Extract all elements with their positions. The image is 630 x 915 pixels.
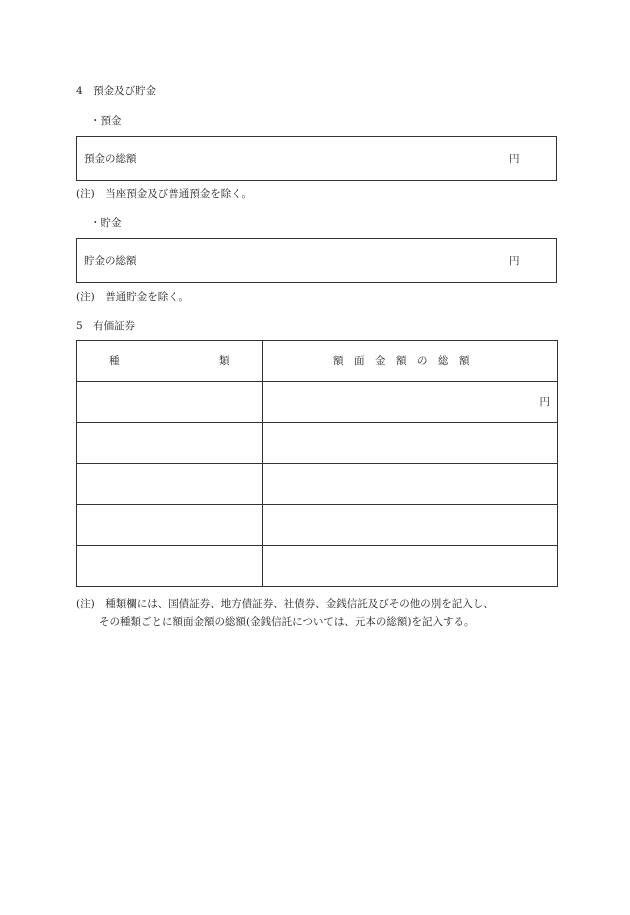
amount-cell[interactable]	[263, 505, 558, 546]
securities-table-header	[77, 341, 558, 382]
deposit-total-box[interactable]	[76, 136, 557, 181]
deposit-note: (注) 当座預金及び普通預金を除く。	[76, 188, 252, 200]
table-row	[77, 505, 558, 546]
amount-cell[interactable]	[263, 423, 558, 464]
section-5-heading: 5 有価証券	[76, 320, 136, 332]
type-cell[interactable]	[77, 505, 263, 546]
header-type-cell	[77, 341, 263, 382]
savings-total-unit: 円	[509, 255, 520, 267]
amount-unit: 円	[539, 395, 550, 408]
table-row	[77, 382, 558, 423]
amount-cell[interactable]	[263, 382, 558, 423]
deposit-total-label: 預金の総額	[84, 153, 137, 165]
deposit-subheading: ・預金	[90, 115, 122, 127]
header-amount: 額 面 金 額 の 総 額	[333, 355, 470, 367]
savings-subheading: ・貯金	[90, 217, 122, 229]
type-cell[interactable]	[77, 546, 263, 587]
securities-note-line2: その種類ごとに額面金額の総額(金銭信託については、元本の総額)を記入する。	[99, 616, 475, 628]
securities-table	[76, 340, 558, 587]
amount-cell[interactable]	[263, 546, 558, 587]
table-row	[77, 464, 558, 505]
type-cell[interactable]	[77, 464, 263, 505]
deposit-total-unit: 円	[509, 153, 520, 165]
amount-cell[interactable]	[263, 464, 558, 505]
header-type-left: 種	[109, 355, 120, 367]
section-4-heading: 4 預金及び貯金	[76, 85, 157, 97]
savings-note: (注) 普通貯金を除く。	[76, 291, 189, 303]
header-type-right: 類	[219, 355, 230, 367]
securities-note-line1: (注) 種類欄には、国債証券、地方債証券、社債券、金銭信託及びその他の別を記入し、	[76, 598, 494, 610]
table-row	[77, 423, 558, 464]
table-row	[77, 546, 558, 587]
savings-total-label: 貯金の総額	[84, 255, 137, 267]
type-cell[interactable]	[77, 382, 263, 423]
savings-total-box[interactable]	[76, 238, 557, 283]
type-cell[interactable]	[77, 423, 263, 464]
header-amount-cell	[263, 341, 558, 382]
